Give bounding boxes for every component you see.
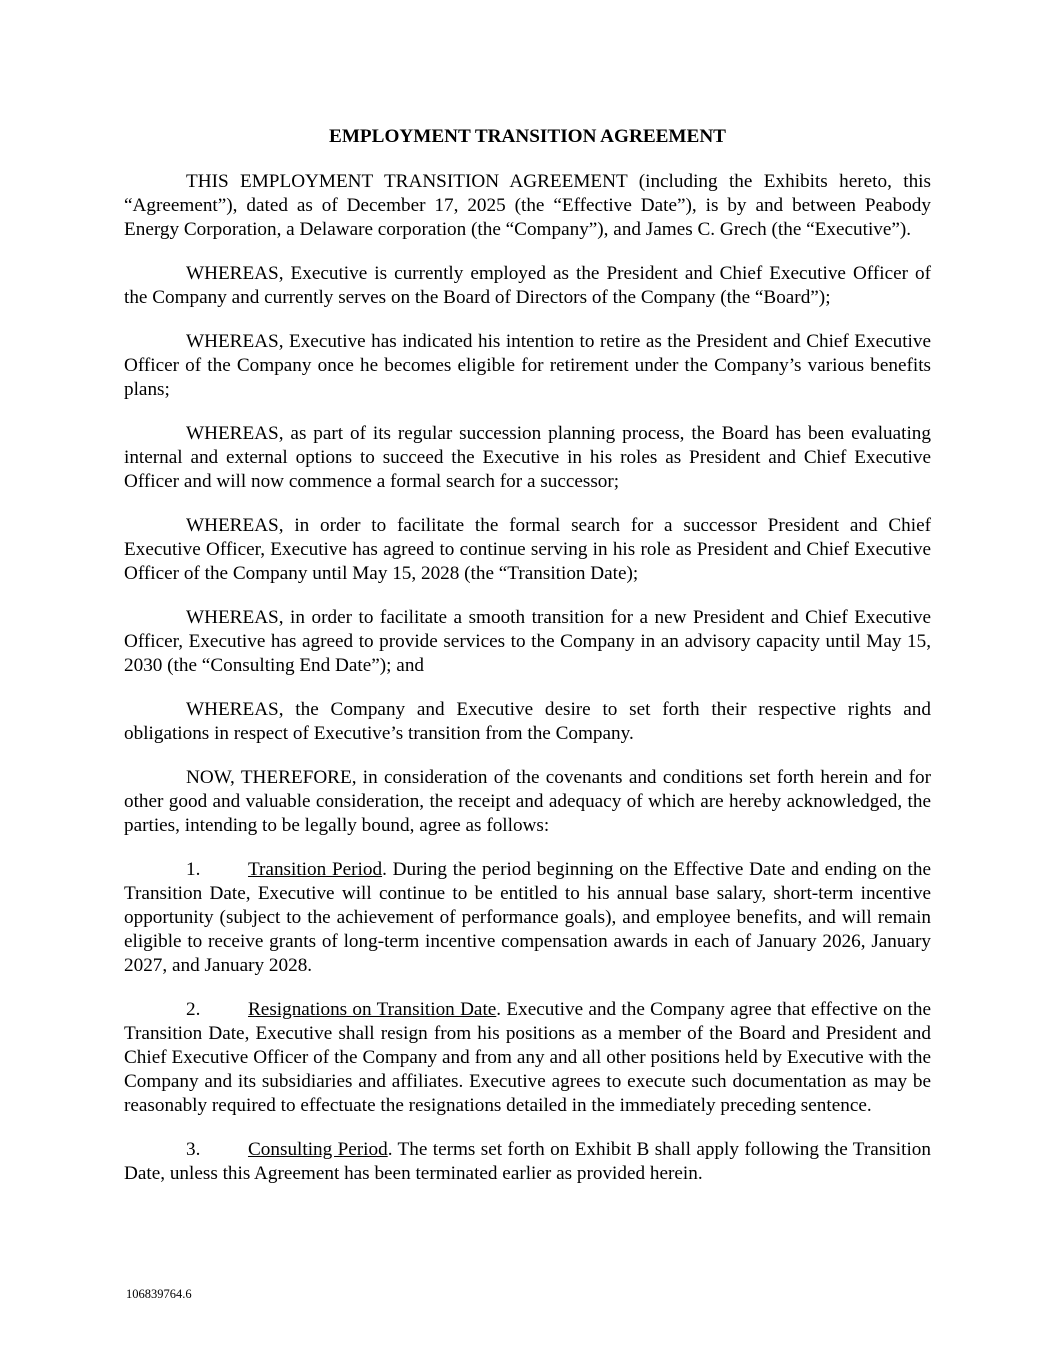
recital-paragraph-5: WHEREAS, in order to facilitate a smooth transition for a new President and Chief Executive Officer, Executive has agreed to provide services to the Company in an advisory capacity until May 15, 2030 (the “Consulting End Date”); and xyxy=(124,607,931,676)
section-3-heading: Consulting Period xyxy=(248,1139,388,1160)
section-1-number: 1. xyxy=(186,859,201,880)
document-footer-id: 106839764.6 xyxy=(126,1287,192,1301)
section-1-heading: Transition Period xyxy=(248,859,383,880)
document-title: EMPLOYMENT TRANSITION AGREEMENT xyxy=(329,126,726,147)
recital-paragraph-1: WHEREAS, Executive is currently employed as the President and Chief Executive Officer of the Company and currently serves on the Board of Directors of the Company (the “Board”); xyxy=(124,263,931,308)
section-1 xyxy=(124,858,931,978)
document-page xyxy=(124,125,931,1206)
now-therefore-paragraph: NOW, THEREFORE, in consideration of the covenants and conditions set forth herein and for other good and valuable consideration, the receipt and adequacy of which are hereby acknowledged, the parties, intending to be legally bound, agree as follows: xyxy=(124,767,931,836)
recital-paragraph-4: WHEREAS, in order to facilitate the formal search for a successor President and Chief Executive Officer, Executive has agreed to continue serving in his role as President and Chief Executive Officer of the Company until May 15, 2028 (the “Transition Date); xyxy=(124,515,931,584)
section-2-number: 2. xyxy=(186,999,201,1020)
recital-paragraph-6: WHEREAS, the Company and Executive desire to set forth their respective rights and obligations in respect of Executive’s transition from the Company. xyxy=(124,699,931,744)
section-3 xyxy=(124,1138,931,1186)
section-2-heading: Resignations on Transition Date xyxy=(248,999,497,1020)
section-2-text: . Executive and the Company agree that effective on the Transition Date, Executive shall resign from his positions as a member of the Board and President and Chief Executive Officer of the Company and from any and all other positions held by Executive with the Company and its subsidiaries and affiliates. Executive agrees to execute such documentation as may be reasonably required to effectuate the resignations detailed in the immediately preceding sentence. xyxy=(124,999,931,1116)
section-3-text: . The terms set forth on Exhibit B shall apply following the Transition Date, unless this Agreement has been terminated earlier as provided herein. xyxy=(124,1139,931,1184)
recital-paragraph-2: WHEREAS, Executive has indicated his intention to retire as the President and Chief Executive Officer of the Company once he becomes eligible for retirement under the Company’s various benefits plans; xyxy=(124,331,931,400)
recital-paragraph-3: WHEREAS, as part of its regular succession planning process, the Board has been evaluating internal and external options to succeed the Executive in his roles as President and Chief Executive Officer and will now commence a formal search for a successor; xyxy=(124,423,931,492)
section-1-text: . During the period beginning on the Effective Date and ending on the Transition Date, Executive will continue to be entitled to his annual base salary, short-term incentive opportunity (subject to the achievement of performance goals), and employee benefits, and will remain eligible to receive grants of long-term incentive compensation awards in each of January 2026, January 2027, and January 2028. xyxy=(124,859,931,976)
preamble-paragraph: THIS EMPLOYMENT TRANSITION AGREEMENT (including the Exhibits hereto, this “Agreement”), dated as of December 17, 2025 (the “Effective Date”), is by and between Peabody Energy Corporation, a Delaware corporation (the “Company”), and James C. Grech (the “Executive”). xyxy=(124,171,931,240)
section-2 xyxy=(124,998,931,1118)
section-3-number: 3. xyxy=(186,1139,201,1160)
